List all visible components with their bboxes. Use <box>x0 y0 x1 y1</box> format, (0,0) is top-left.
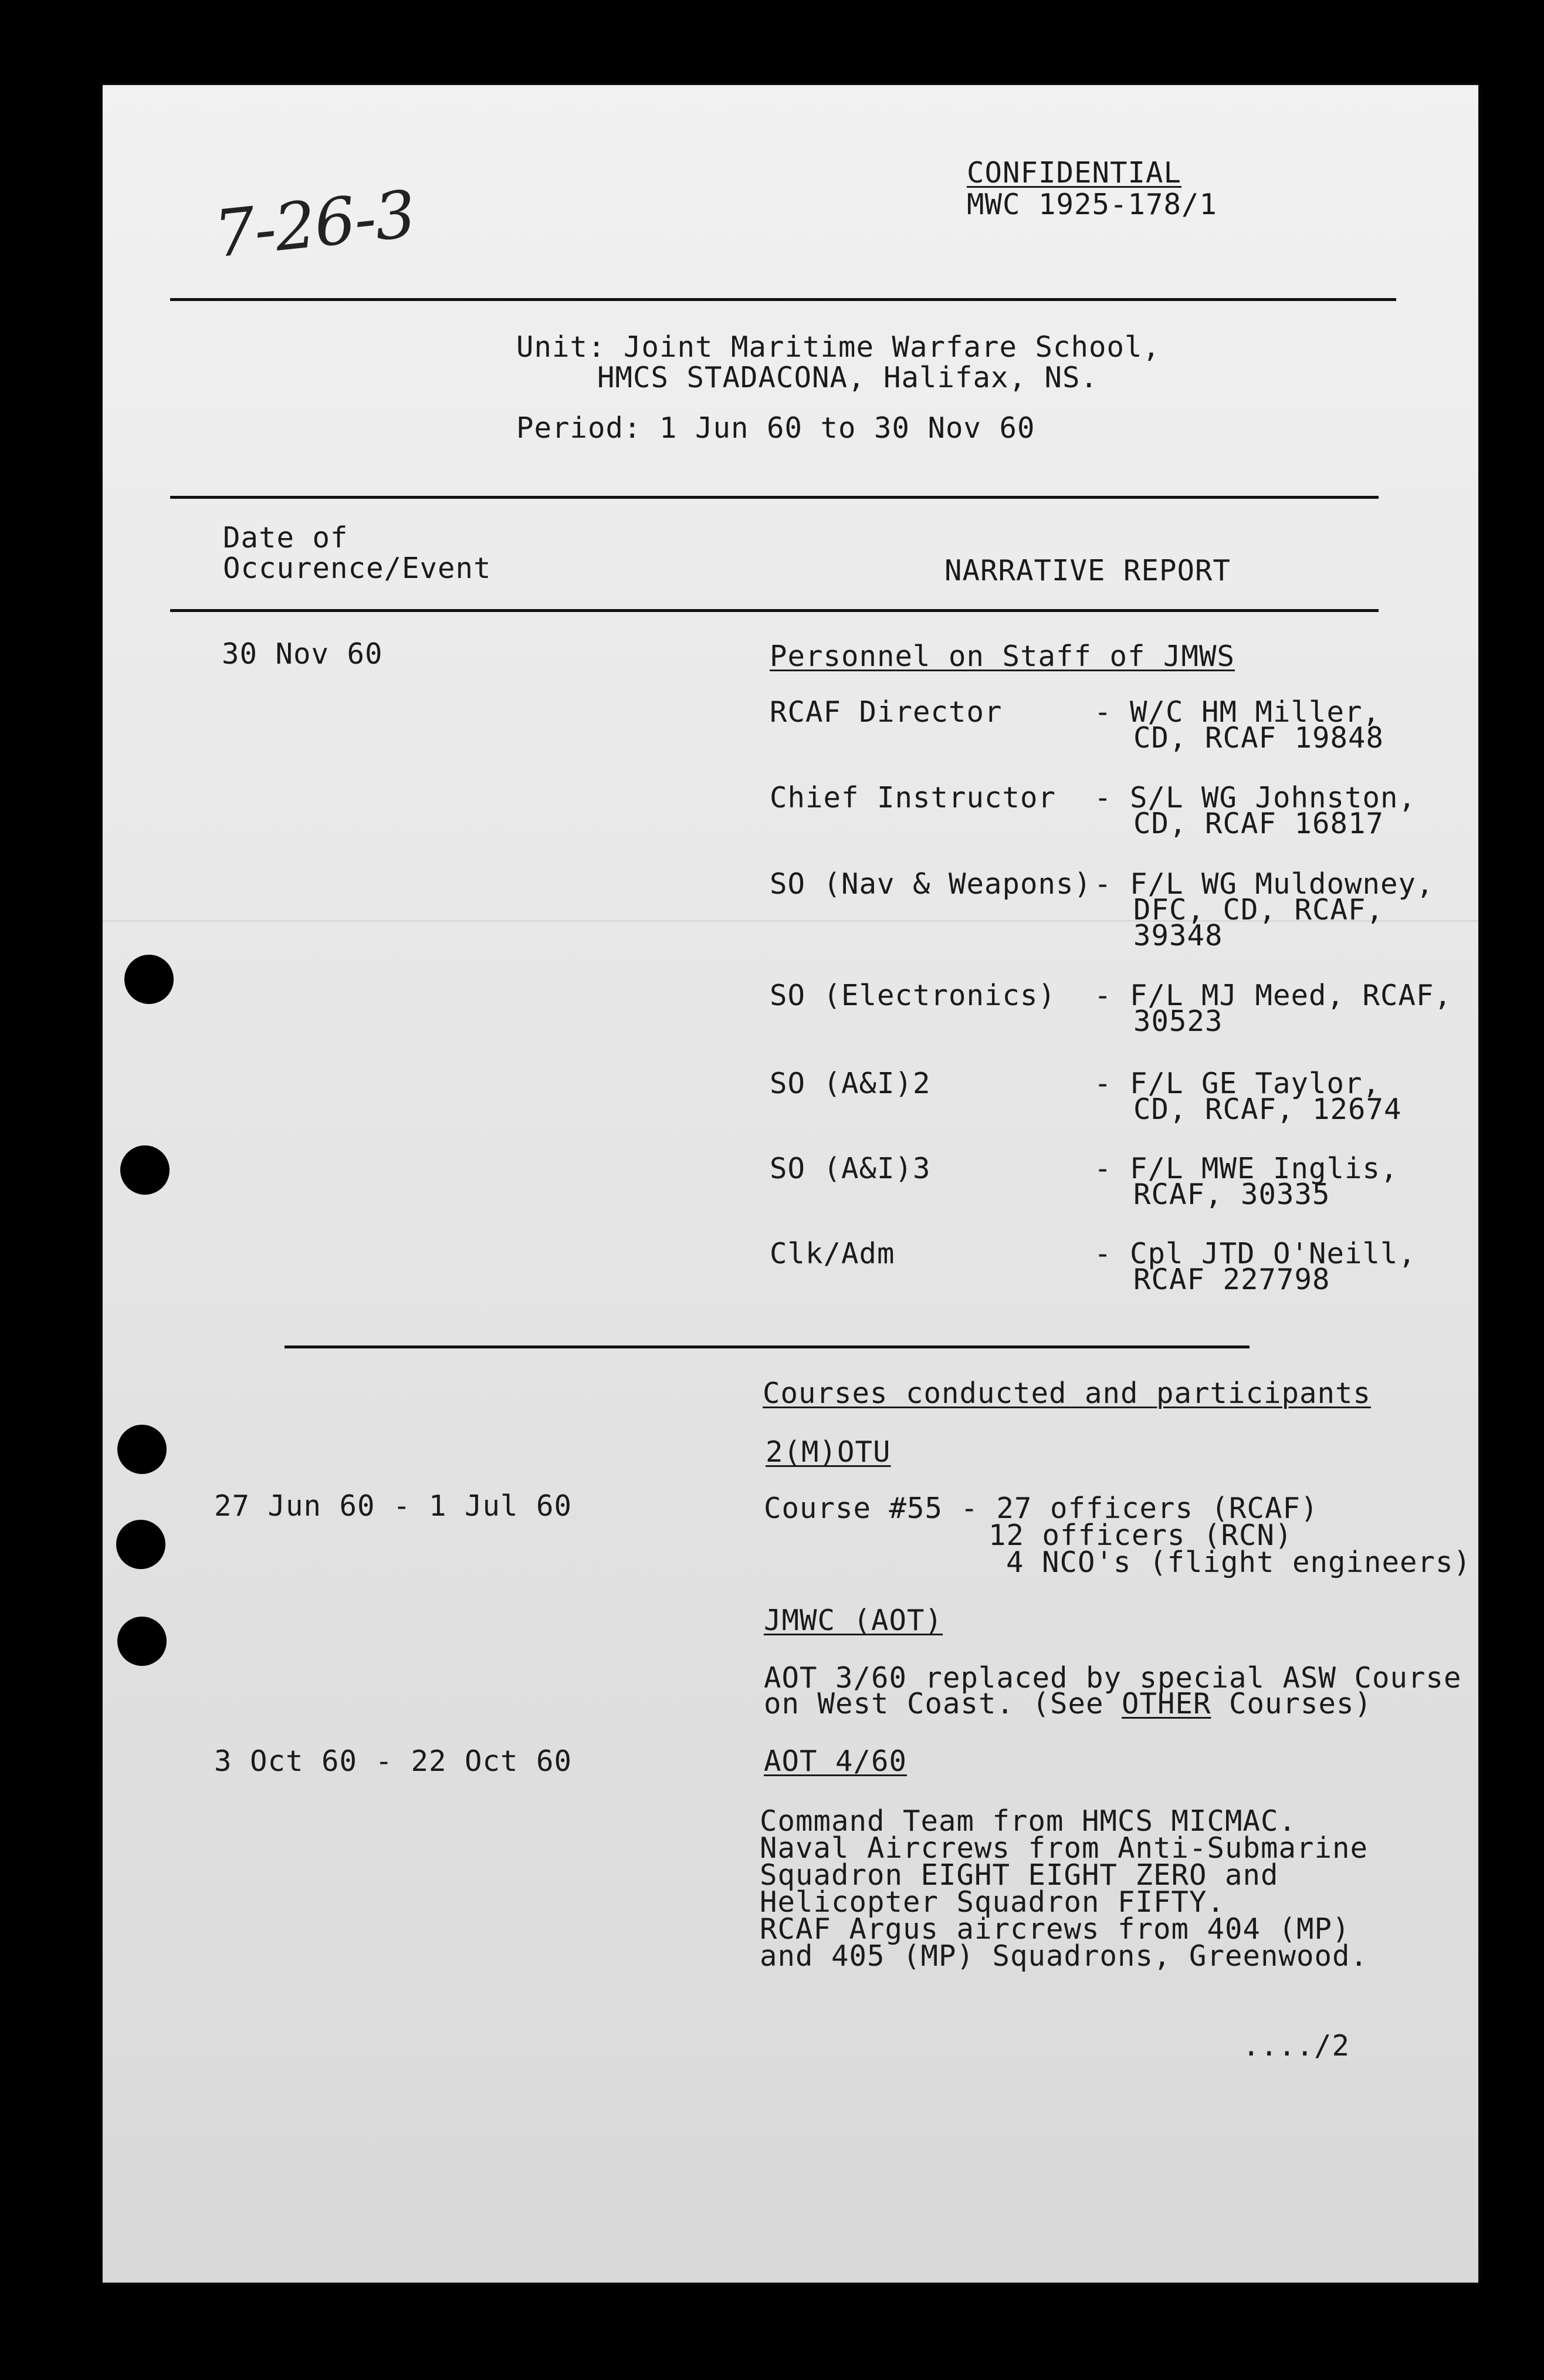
staff-name: DFC, CD, RCAF, <box>1133 893 1384 927</box>
staff-name: - F/L MWE Inglis, <box>1094 1152 1399 1185</box>
staff-name: 39348 <box>1133 919 1223 952</box>
staff-name: RCAF 227798 <box>1133 1263 1330 1296</box>
column-date-label: Occurence/Event <box>223 552 492 585</box>
punch-hole <box>117 1425 167 1474</box>
course-line-text: Courses) <box>1211 1687 1373 1720</box>
course-line: 4 NCO's (flight engineers) <box>1006 1546 1472 1579</box>
event-date: 27 Jun 60 - 1 Jul 60 <box>214 1489 573 1523</box>
course-line: RCAF Argus aircrews from 404 (MP) <box>760 1912 1350 1946</box>
staff-name: - F/L GE Taylor, <box>1094 1067 1381 1100</box>
staff-name: - Cpl JTD O'Neill, <box>1094 1237 1417 1270</box>
staff-position: RCAF Director <box>770 695 1003 729</box>
course-line: 12 officers (RCN) <box>988 1519 1293 1552</box>
staff-name: CD, RCAF, 12674 <box>1133 1093 1402 1126</box>
staff-position: Clk/Adm <box>770 1237 895 1270</box>
divider <box>285 1345 1250 1348</box>
course-line-emphasis: OTHER <box>1122 1687 1211 1720</box>
column-narrative-label: NARRATIVE REPORT <box>944 554 1231 587</box>
staff-position: SO (Nav & Weapons) <box>770 867 1092 901</box>
jmwc-heading: JMWC (AOT) <box>764 1604 943 1637</box>
staff-position: SO (A&I)3 <box>770 1152 931 1185</box>
staff-name: 30523 <box>1133 1005 1223 1038</box>
staff-name: CD, RCAF 16817 <box>1133 807 1384 840</box>
staff-name: - F/L MJ Meed, RCAF, <box>1094 979 1452 1012</box>
course-line: Squadron EIGHT EIGHT ZERO and <box>760 1858 1279 1892</box>
punch-hole <box>117 1617 167 1666</box>
course-line: and 405 (MP) Squadrons, Greenwood. <box>760 1939 1369 1973</box>
staff-position: Chief Instructor <box>770 781 1057 814</box>
continuation-mark: ..../2 <box>1242 2029 1350 2063</box>
staff-position: SO (A&I)2 <box>770 1067 931 1100</box>
event-date: 3 Oct 60 - 22 Oct 60 <box>214 1745 573 1778</box>
course-line: Course #55 - 27 officers (RCAF) <box>764 1492 1319 1525</box>
staff-name: - S/L WG Johnston, <box>1094 781 1417 814</box>
punch-hole <box>124 955 174 1004</box>
course-line <box>764 1688 1372 1720</box>
handwritten-reference: 7-26-3 <box>211 176 419 272</box>
event-date: 30 Nov 60 <box>222 637 383 671</box>
aot-heading: AOT 4/60 <box>764 1745 908 1778</box>
divider <box>170 609 1379 612</box>
course-line: Command Team from HMCS MICMAC. <box>760 1804 1297 1838</box>
personnel-heading: Personnel on Staff of JMWS <box>770 640 1235 673</box>
staff-name: - F/L WG Muldowney, <box>1094 867 1434 901</box>
staff-name: CD, RCAF 19848 <box>1133 721 1384 755</box>
courses-heading: Courses conducted and participants <box>763 1377 1372 1410</box>
course-line-text: on West Coast. (See <box>764 1687 1122 1720</box>
column-date-label: Date of <box>223 521 348 555</box>
motu-heading: 2(M)OTU <box>766 1435 891 1469</box>
divider <box>170 496 1379 499</box>
staff-position: SO (Electronics) <box>770 979 1057 1012</box>
course-line: Helicopter Squadron FIFTY. <box>760 1885 1225 1919</box>
unit-line-1: Unit: Joint Maritime Warfare School, <box>516 330 1161 364</box>
file-reference: MWC 1925-178/1 <box>967 188 1218 221</box>
divider <box>170 298 1396 301</box>
course-line: AOT 3/60 replaced by special ASW Course <box>764 1661 1462 1695</box>
classification-stamp: CONFIDENTIAL <box>967 156 1182 190</box>
punch-hole <box>116 1520 165 1569</box>
period: Period: 1 Jun 60 to 30 Nov 60 <box>516 411 1035 445</box>
staff-name: RCAF, 30335 <box>1133 1178 1330 1211</box>
punch-hole <box>120 1145 170 1195</box>
staff-name: - W/C HM Miller, <box>1094 695 1381 729</box>
course-line: Naval Aircrews from Anti-Submarine <box>760 1831 1369 1865</box>
unit-line-2: HMCS STADACONA, Halifax, NS. <box>597 361 1099 394</box>
